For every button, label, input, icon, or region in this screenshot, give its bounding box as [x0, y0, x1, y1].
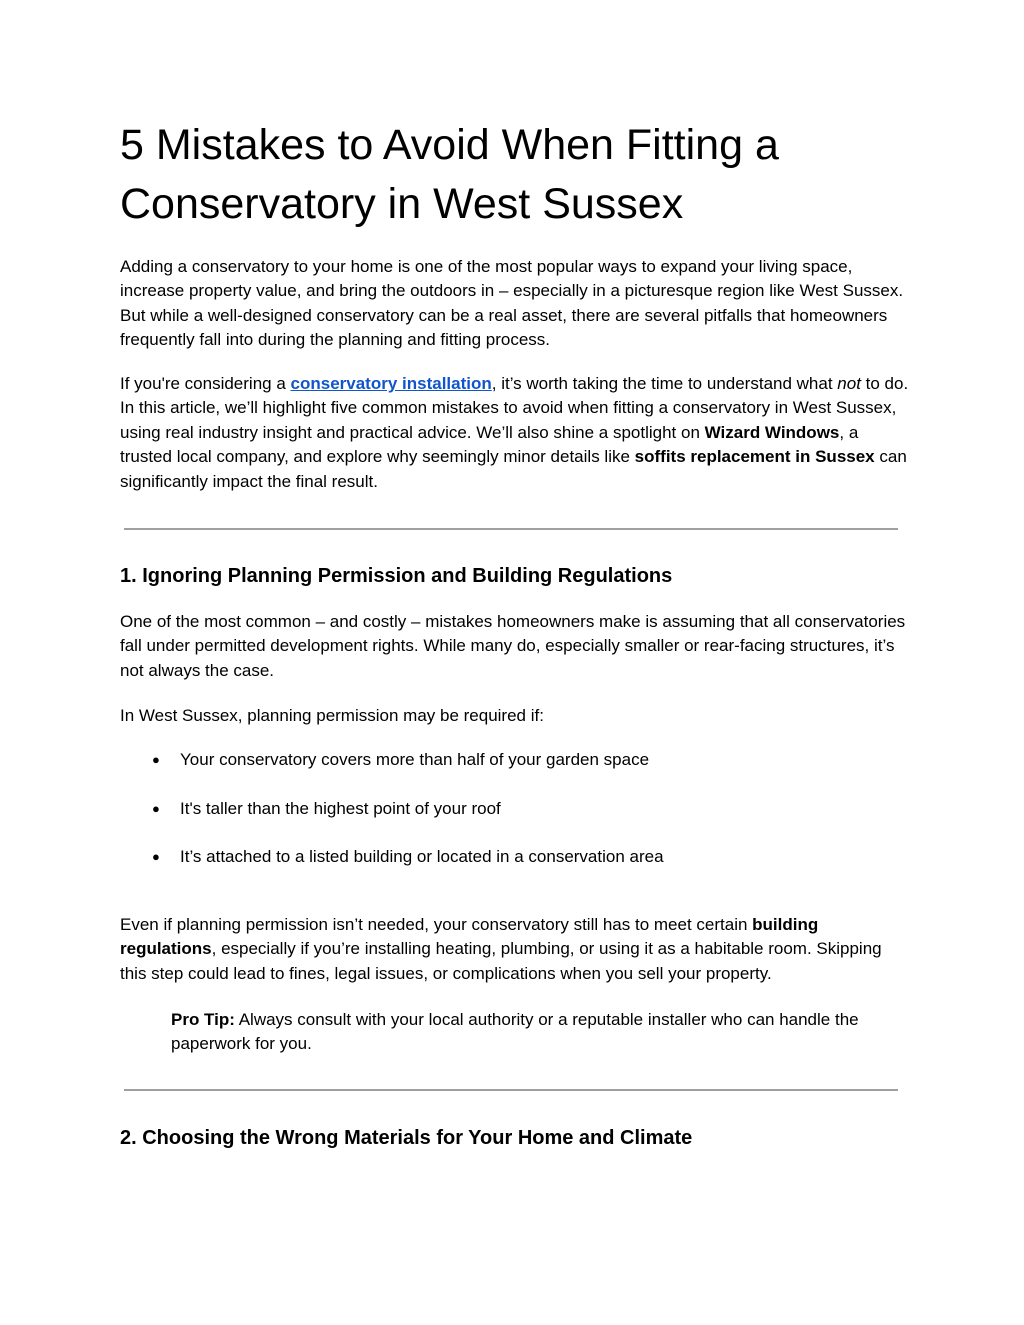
soffits-replacement-bold: soffits replacement in Sussex	[634, 447, 875, 467]
list-item-text: It’s attached to a listed building or located in a conservation area	[180, 847, 664, 867]
wizard-windows-bold: Wizard Windows	[704, 422, 840, 442]
intro-paragraph-2	[120, 372, 910, 494]
pro-tip-callout	[171, 1008, 871, 1057]
page-title: 5 Mistakes to Avoid When Fitting a Conservatory in West Sussex	[120, 121, 779, 228]
pro-tip-text: Always consult with your local authority or a reputable installer who can handle the paperwork for you.	[171, 1010, 859, 1054]
bullet-icon: ●	[152, 752, 160, 767]
intro-p2-text-c: to do. In this article, we’ll highlight five common mistakes to avoid when fitting a conservatory in West Sussex, using real industry insight and practical advice. We’ll also shine a spotlight on	[120, 374, 909, 442]
list-item-text: Your conservatory covers more than half of your garden space	[180, 750, 650, 769]
intro-paragraph-1: Adding a conservatory to your home is one of the most popular ways to expand your living space, increase property value, and bring the outdoors in – especially in a picturesque region like West Sussex. But while a well-designed conservatory can be a real asset, there are several pitfalls that homeowners frequently fall into during the planning and fitting process.	[120, 257, 904, 350]
bullet-icon: ●	[152, 800, 160, 816]
section-1-p3-text-a: Even if planning permission isn’t needed, your conservatory still has to meet certain	[120, 915, 753, 934]
section-2-heading: 2. Choosing the Wrong Materials for Your Home and Climate	[120, 1127, 693, 1149]
building-regulations-bold: building regulations	[120, 915, 819, 959]
intro-p2-emphasis: not	[837, 374, 861, 393]
intro-p2-text-a: If you're considering a	[120, 374, 291, 393]
intro-p2-text-e: can significantly impact the final result.	[120, 447, 907, 491]
section-1-paragraph-2: In West Sussex, planning permission may be required if:	[120, 706, 544, 725]
list-item	[120, 845, 910, 869]
intro-p2-text-d: , a trusted local company, and explore why seemingly minor details like	[120, 422, 859, 467]
section-1-paragraph-1: One of the most common – and costly – mistakes homeowners make is assuming that all conservatories fall under permitted development rights. While many do, especially smaller or rear-facing structures, it’s not always the case.	[120, 612, 906, 680]
horizontal-divider	[124, 1089, 898, 1091]
list-item-text: It's taller than the highest point of your roof	[180, 798, 501, 818]
planning-permission-list	[120, 748, 910, 894]
pro-tip-label: Pro Tip:	[171, 1010, 235, 1029]
intro-p2-text-b: , it’s worth taking the time to understand what	[491, 374, 838, 393]
conservatory-installation-link[interactable]: conservatory installation	[290, 374, 492, 393]
section-1-paragraph-3	[120, 913, 910, 986]
section-1-p3-text-b: , especially if you’re installing heating, plumbing, or using it as a habitable room. Skipping this step could lead to fines, legal issues, or complications when you sell your property.	[120, 939, 882, 983]
horizontal-divider	[124, 528, 898, 530]
section-1-heading: 1. Ignoring Planning Permission and Building Regulations	[120, 565, 673, 587]
bullet-icon: ●	[152, 849, 160, 865]
list-item	[120, 797, 910, 821]
list-item	[120, 748, 910, 772]
